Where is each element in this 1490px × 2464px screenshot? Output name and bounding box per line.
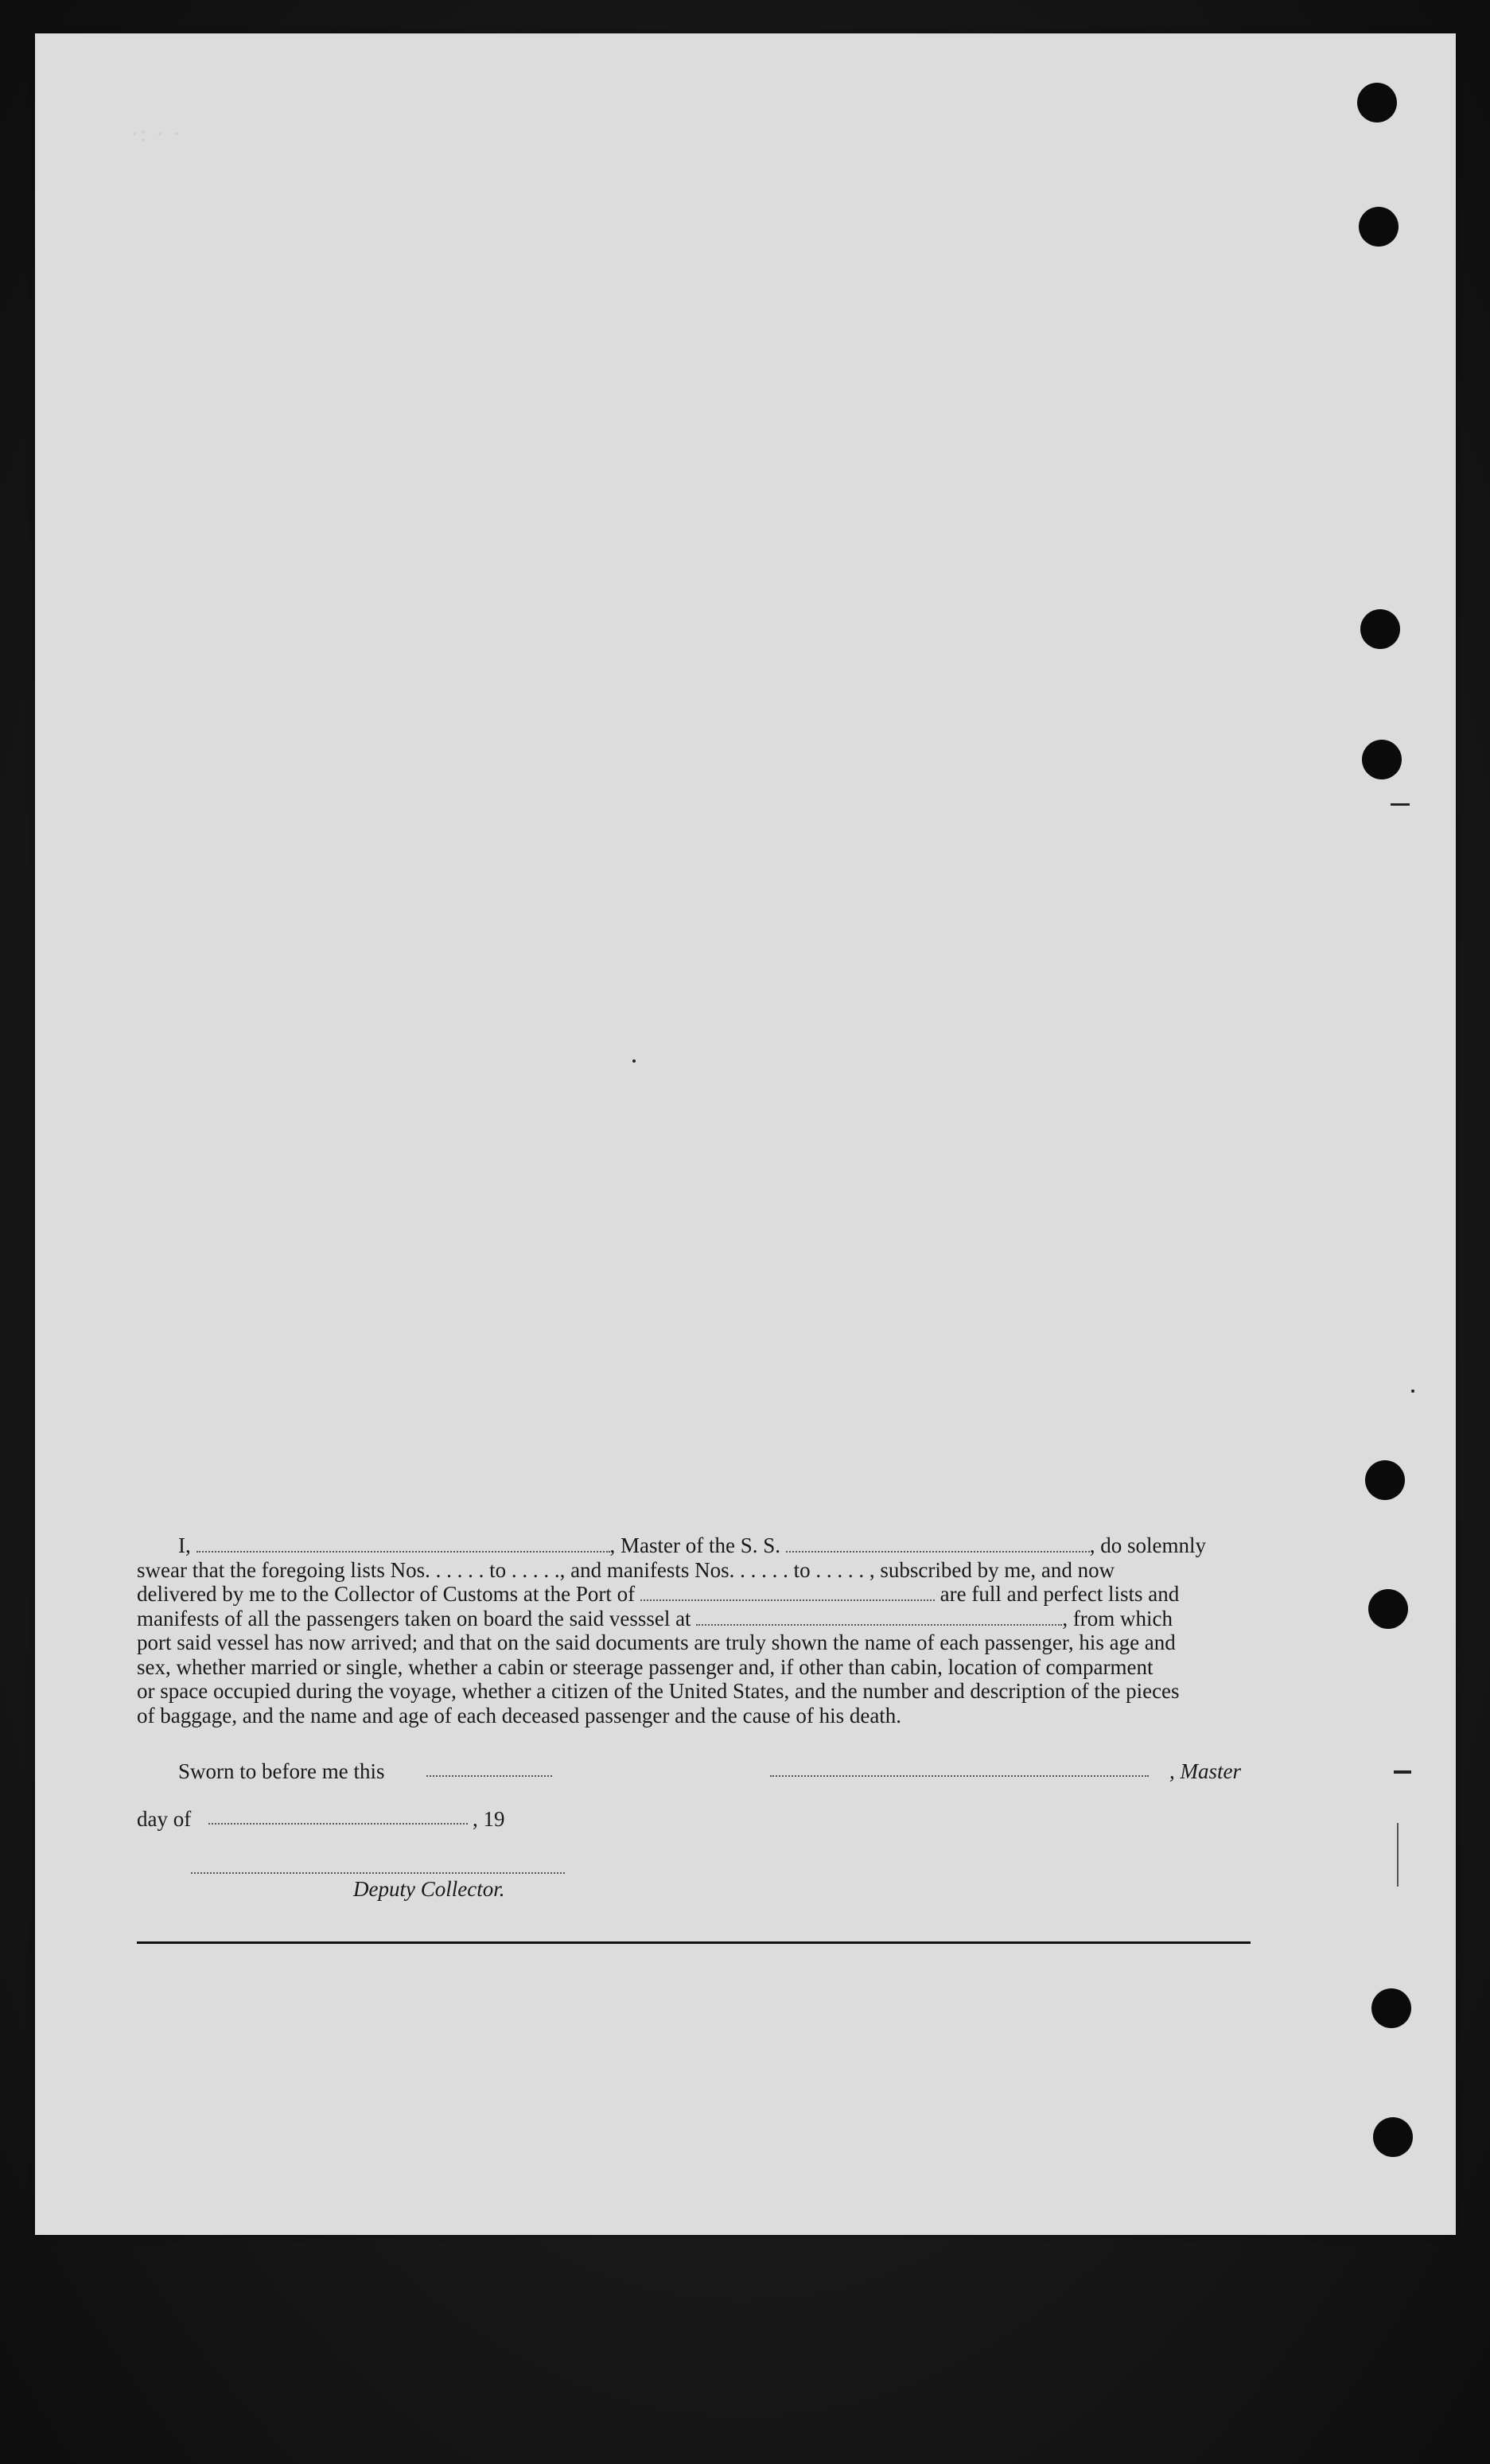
master-label: , Master bbox=[1169, 1759, 1241, 1783]
port-field[interactable] bbox=[640, 1585, 935, 1601]
month-field[interactable] bbox=[208, 1821, 468, 1825]
vessel-name-field[interactable] bbox=[786, 1537, 1090, 1553]
ink-speck bbox=[1411, 1389, 1414, 1393]
punch-hole bbox=[1357, 83, 1397, 122]
bleed-through-mark: ·: · · bbox=[130, 121, 183, 147]
punch-hole bbox=[1373, 2117, 1413, 2157]
ink-speck bbox=[632, 1059, 636, 1063]
oath-line: , from which bbox=[1062, 1606, 1173, 1630]
ink-speck bbox=[1391, 803, 1410, 806]
bottom-rule bbox=[137, 1941, 1251, 1944]
year-label: , 19 bbox=[473, 1807, 505, 1831]
punch-hole bbox=[1362, 740, 1402, 779]
master-signature-field[interactable] bbox=[770, 1774, 1149, 1777]
oath-line: swear that the foregoing lists Nos. . . . . . to . . . . ., and manifests Nos. . . . . . to . . . . . , subscribed by me, and now bbox=[137, 1557, 1115, 1582]
punch-hole bbox=[1360, 609, 1400, 649]
oath-line: of baggage, and the name and age of each deceased passenger and the cause of his death. bbox=[137, 1703, 902, 1728]
deputy-collector-label: Deputy Collector. bbox=[353, 1877, 505, 1901]
oath-line: manifests of all the passengers taken on board the said vesssel at bbox=[137, 1606, 691, 1630]
punch-hole bbox=[1359, 207, 1399, 247]
deputy-signature-field[interactable] bbox=[191, 1871, 565, 1874]
oath-line: or space occupied during the voyage, whether a citizen of the United States, and the number and description of the pieces bbox=[137, 1679, 1180, 1703]
sworn-label: Sworn to before me this bbox=[178, 1759, 385, 1783]
punch-hole bbox=[1368, 1589, 1408, 1629]
ink-speck bbox=[1394, 1770, 1411, 1774]
sworn-day-field[interactable] bbox=[426, 1774, 552, 1777]
ink-speck bbox=[1397, 1823, 1399, 1887]
punch-hole bbox=[1365, 1460, 1405, 1500]
oath-line: are full and perfect lists and bbox=[940, 1582, 1180, 1606]
embarkation-port-field[interactable] bbox=[696, 1610, 1062, 1626]
oath-do-solemnly: , do solemnly bbox=[1089, 1533, 1206, 1557]
master-oath bbox=[137, 1533, 1254, 1728]
oath-i: I, bbox=[178, 1533, 191, 1557]
oath-line: delivered by me to the Collector of Customs at the Port of bbox=[137, 1582, 636, 1606]
day-of-label: day of bbox=[137, 1807, 192, 1831]
punch-hole bbox=[1371, 1988, 1411, 2028]
manifest-page bbox=[35, 33, 1456, 2235]
oath-line: port said vessel has now arrived; and that on the said documents are truly shown the name of each passenger, his age and bbox=[137, 1630, 1176, 1654]
master-name-field[interactable] bbox=[196, 1537, 610, 1553]
oath-line: sex, whether married or single, whether a cabin or steerage passenger and, if other than cabin, location of comparment bbox=[137, 1654, 1153, 1679]
oath-master-of: , Master of the S. S. bbox=[609, 1533, 780, 1557]
